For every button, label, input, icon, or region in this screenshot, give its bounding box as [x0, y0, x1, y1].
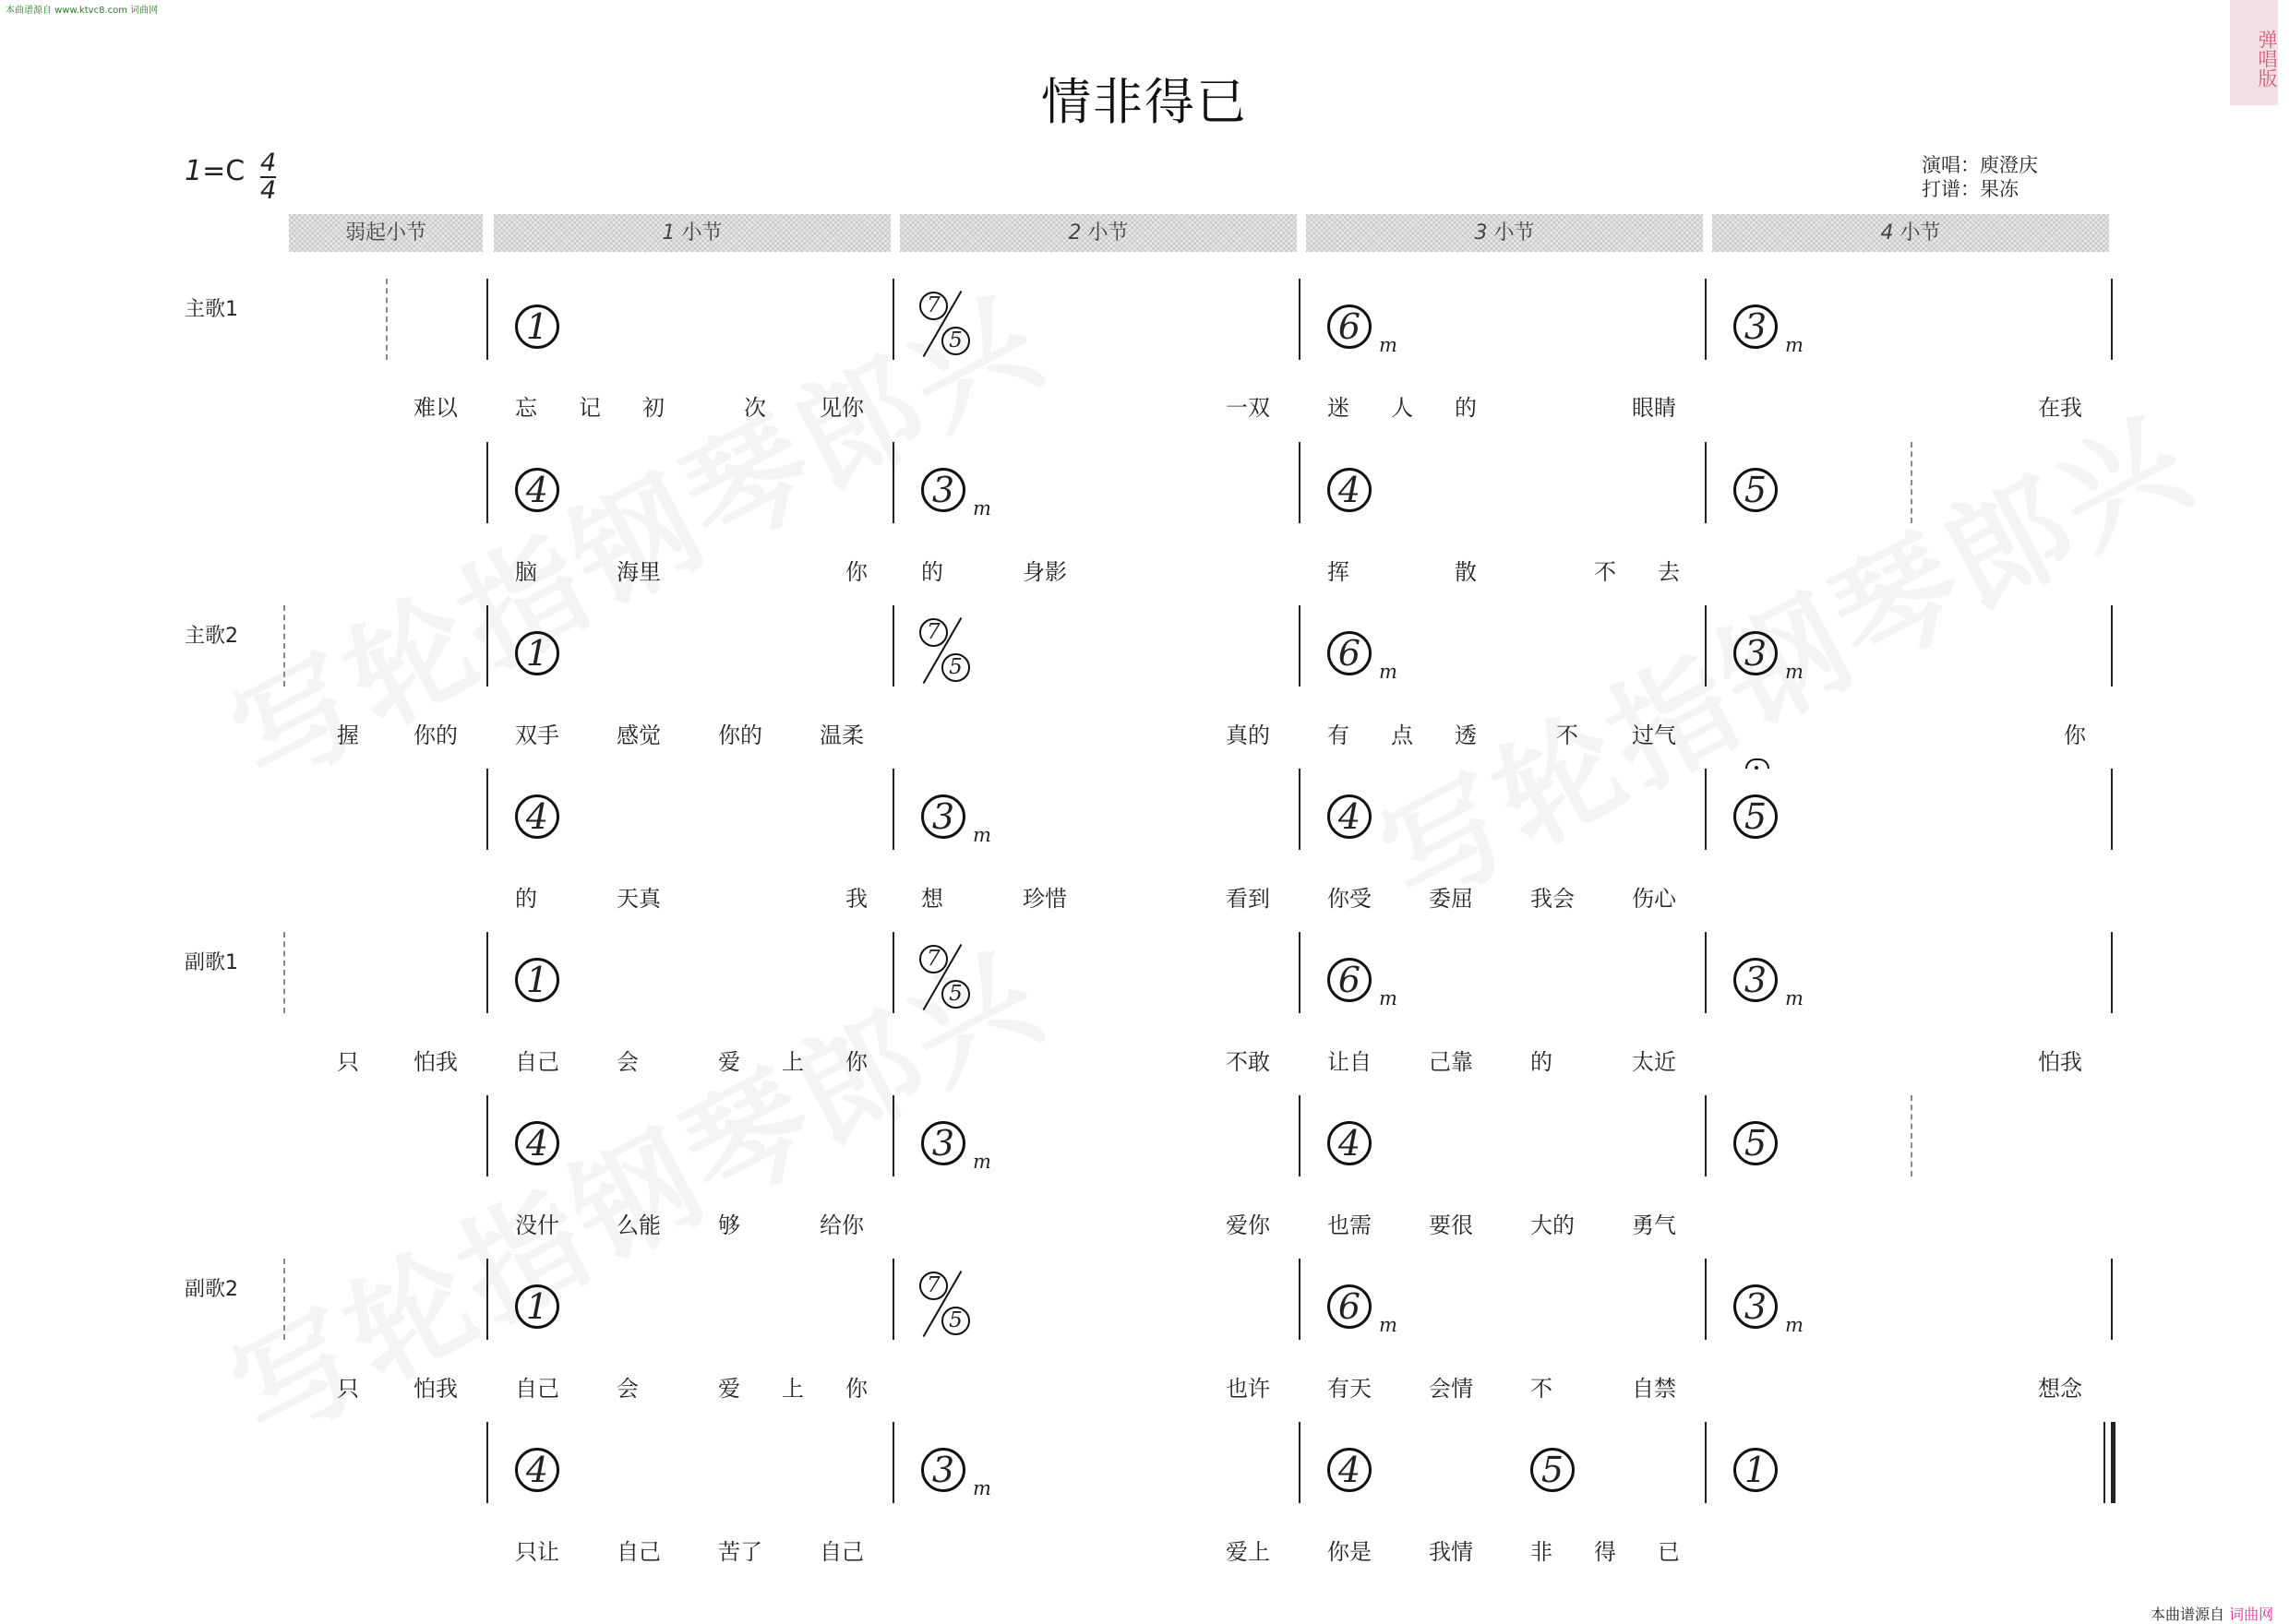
final-barline-thick	[2111, 1422, 2115, 1503]
minor-mark: m	[1785, 334, 1804, 356]
lyric: 迷	[1327, 395, 1349, 421]
lyric: 我会	[1530, 886, 1575, 912]
lyric: 天真	[617, 886, 661, 912]
lyric: 不敢	[1226, 1049, 1270, 1075]
header-num: 1	[662, 221, 676, 245]
barline	[1705, 932, 1707, 1013]
lyric: 看到	[1226, 886, 1270, 912]
lyric: 你	[2064, 722, 2086, 748]
chord-root: 1	[515, 1284, 559, 1329]
chord-root: 5	[1733, 468, 1778, 512]
minor-mark: m	[973, 1151, 991, 1173]
chord-root: 3	[1733, 304, 1778, 349]
chord-root: 1	[515, 631, 559, 675]
header-num: 3	[1474, 221, 1488, 245]
section-label: 副歌1	[185, 951, 238, 974]
barline	[893, 1422, 894, 1503]
barline	[1299, 932, 1300, 1013]
minor-mark: m	[1785, 661, 1804, 683]
lyric: 海里	[617, 559, 661, 585]
barline	[1299, 769, 1300, 850]
lyric: 双手	[515, 722, 559, 748]
minor-mark: m	[973, 497, 991, 519]
header-num: 2	[1068, 221, 1082, 245]
barline	[1299, 1095, 1300, 1176]
minor-mark: m	[973, 1477, 991, 1499]
barline	[1705, 769, 1707, 850]
lyric: 你	[845, 1376, 868, 1402]
lyric: 要很	[1429, 1212, 1473, 1238]
lyric: 我情	[1429, 1539, 1473, 1565]
lyric: 过气	[1632, 722, 1676, 748]
barline	[1299, 279, 1300, 360]
header-label: 小节	[1081, 221, 1129, 245]
minor-mark: m	[1379, 334, 1397, 356]
barline	[2111, 1259, 2113, 1340]
chord-root: 4	[1327, 1121, 1372, 1165]
barline	[2111, 605, 2113, 687]
chord-root: 6	[1327, 958, 1372, 1002]
lyric: 上	[782, 1049, 804, 1075]
header-measure-2	[900, 214, 1297, 252]
barline	[486, 1259, 488, 1340]
time-top: 4	[260, 149, 277, 177]
lyric: 不	[1530, 1376, 1552, 1402]
lyric: 身影	[1023, 559, 1067, 585]
lyric: 你是	[1327, 1539, 1372, 1565]
chord-upper: 7	[919, 1272, 948, 1300]
lyric: 见你	[820, 395, 864, 421]
lyric: 够	[718, 1212, 740, 1238]
chord-root: 6	[1327, 304, 1372, 349]
minor-mark: m	[1379, 661, 1397, 683]
barline	[893, 769, 894, 850]
lyric: 有天	[1327, 1376, 1372, 1402]
lyric: 难以	[413, 395, 458, 421]
lyric: 己靠	[1429, 1049, 1473, 1075]
lyric: 得	[1594, 1539, 1616, 1565]
lyric: 爱	[718, 1049, 740, 1075]
pickup-dashed-barline	[1911, 1095, 1912, 1176]
lyric: 已	[1658, 1539, 1680, 1565]
lyric: 的	[1455, 395, 1477, 421]
chord-root: 3	[1733, 1284, 1778, 1329]
lyric: 只	[337, 1376, 359, 1402]
lyric: 透	[1455, 722, 1477, 748]
lyric: 给你	[820, 1212, 864, 1238]
minor-mark: m	[973, 824, 991, 846]
lyric: 你	[845, 559, 868, 585]
barline	[486, 1422, 488, 1503]
footer-text: 本曲谱源自	[2151, 1606, 2225, 1623]
barline	[2111, 769, 2113, 850]
minor-mark: m	[1785, 1314, 1804, 1336]
chord-root: 3	[921, 468, 965, 512]
lyric: 上	[782, 1376, 804, 1402]
chord-root: 4	[515, 1121, 559, 1165]
chord-bass: 5	[941, 327, 970, 355]
barline	[1705, 1422, 1707, 1503]
header-measure-3	[1306, 214, 1703, 252]
chord-root: 4	[1327, 794, 1372, 839]
barline	[893, 442, 894, 523]
barline	[1705, 1095, 1707, 1176]
lyric: 的	[921, 559, 943, 585]
final-barline-thin	[2103, 1422, 2105, 1503]
chord-root: 4	[1327, 468, 1372, 512]
lyric: 自己	[617, 1539, 661, 1565]
barline	[1705, 605, 1707, 687]
lyric: 非	[1530, 1539, 1552, 1565]
page-title: 情非得已	[1041, 73, 1248, 131]
chord-root: 4	[1327, 1448, 1372, 1492]
lyric: 自己	[515, 1376, 559, 1402]
lyric: 次	[744, 395, 766, 421]
chord-root: 4	[515, 1448, 559, 1492]
lyric: 只让	[515, 1539, 559, 1565]
lyric: 不	[1556, 722, 1578, 748]
transcriber-credit: 打谱：果冻	[1922, 178, 2019, 200]
lyric: 让自	[1327, 1049, 1372, 1075]
lyric: 自己	[515, 1049, 559, 1075]
lyric: 也许	[1226, 1376, 1270, 1402]
barline	[2111, 279, 2113, 360]
lyric: 不	[1594, 559, 1616, 585]
barline	[893, 1095, 894, 1176]
section-label: 副歌2	[185, 1278, 238, 1301]
barline	[1299, 1422, 1300, 1503]
lyric: 想念	[2038, 1376, 2082, 1402]
lyric: 爱上	[1226, 1539, 1270, 1565]
lyric: 只	[337, 1049, 359, 1075]
chord-upper: 7	[919, 618, 948, 647]
watermark	[1348, 365, 2217, 938]
header-pickup	[289, 214, 483, 252]
chord-root: 3	[921, 1121, 965, 1165]
key-tonic: 1	[185, 155, 203, 187]
lyric: 爱	[718, 1376, 740, 1402]
lyric: 初	[642, 395, 665, 421]
lyric: 么能	[617, 1212, 661, 1238]
pickup-dashed-barline	[386, 279, 388, 360]
source-note: 本曲谱源自 www.ktvc8.com 词曲网	[6, 6, 159, 16]
barline	[893, 279, 894, 360]
barline	[486, 932, 488, 1013]
lyric: 会情	[1429, 1376, 1473, 1402]
lyric: 你的	[718, 722, 762, 748]
lyric: 挥	[1327, 559, 1349, 585]
header-label: 弱起小节	[344, 221, 426, 245]
minor-mark: m	[1379, 987, 1397, 1009]
lyric: 勇气	[1632, 1212, 1676, 1238]
lyric: 脑	[515, 559, 537, 585]
lyric: 你	[845, 1049, 868, 1075]
lyric: 珍惜	[1023, 886, 1067, 912]
lyric: 握	[337, 722, 359, 748]
chord-root: 1	[515, 958, 559, 1002]
chord-root: 4	[515, 468, 559, 512]
header-label: 小节	[1893, 221, 1941, 245]
lyric: 会	[617, 1376, 639, 1402]
time-signature	[260, 151, 276, 203]
key-signature	[185, 155, 245, 187]
barline	[486, 1095, 488, 1176]
fermata-icon	[1745, 758, 1769, 769]
lyric: 委屈	[1429, 886, 1473, 912]
section-label: 主歌1	[185, 298, 238, 321]
lyric: 伤心	[1632, 886, 1676, 912]
barline	[1705, 279, 1707, 360]
lyric: 眼睛	[1632, 395, 1676, 421]
chord-root: 6	[1327, 631, 1372, 675]
pickup-dashed-barline	[283, 605, 285, 687]
lyric: 人	[1391, 395, 1413, 421]
lyric: 一双	[1226, 395, 1270, 421]
lyric: 我	[845, 886, 868, 912]
chord-root: 3	[1733, 958, 1778, 1002]
lyric: 苦了	[718, 1539, 762, 1565]
lyric: 去	[1658, 559, 1680, 585]
lyric: 温柔	[820, 722, 864, 748]
lyric: 自己	[820, 1539, 864, 1565]
chord-root: 5	[1530, 1448, 1575, 1492]
lyric: 点	[1391, 722, 1413, 748]
singer-credit: 演唱：庾澄庆	[1922, 154, 2038, 176]
chord-root: 3	[921, 794, 965, 839]
barline	[486, 769, 488, 850]
chord-upper: 7	[919, 945, 948, 973]
lyric: 的	[1530, 1049, 1552, 1075]
lyric: 爱你	[1226, 1212, 1270, 1238]
chord-root: 1	[1733, 1448, 1778, 1492]
lyric: 你的	[413, 722, 458, 748]
chord-root: 1	[515, 304, 559, 349]
chord-root: 3	[1733, 631, 1778, 675]
barline	[893, 932, 894, 1013]
lyric: 真的	[1226, 722, 1270, 748]
key-eq: =C	[202, 155, 246, 187]
lyric: 在我	[2038, 395, 2082, 421]
barline	[2111, 932, 2113, 1013]
version-tag: 弹唱版	[2230, 0, 2278, 105]
footer-source	[2151, 1603, 2273, 1624]
time-bottom: 4	[260, 176, 277, 205]
pickup-dashed-barline	[1911, 442, 1912, 523]
header-measure-1	[494, 214, 891, 252]
minor-mark: m	[1785, 987, 1804, 1009]
pickup-dashed-barline	[283, 932, 285, 1013]
chord-root: 3	[921, 1448, 965, 1492]
header-measure-4	[1712, 214, 2109, 252]
barline	[1299, 442, 1300, 523]
header-label: 小节	[1487, 221, 1535, 245]
lyric: 的	[515, 886, 537, 912]
chord-bass: 5	[941, 1307, 970, 1335]
chord-bass: 5	[941, 980, 970, 1009]
barline	[1299, 605, 1300, 687]
chord-upper: 7	[919, 292, 948, 320]
barline	[1705, 1259, 1707, 1340]
barline	[893, 605, 894, 687]
minor-mark: m	[1379, 1314, 1397, 1336]
footer-site: 词曲网	[2229, 1606, 2274, 1623]
lyric: 怕我	[413, 1049, 458, 1075]
chord-root: 6	[1327, 1284, 1372, 1329]
lyric: 怕我	[413, 1376, 458, 1402]
barline	[486, 442, 488, 523]
lyric: 也需	[1327, 1212, 1372, 1238]
header-num: 4	[1880, 221, 1894, 245]
lyric: 感觉	[617, 722, 661, 748]
lyric: 想	[921, 886, 943, 912]
barline	[486, 605, 488, 687]
lyric: 自禁	[1632, 1376, 1676, 1402]
barline	[893, 1259, 894, 1340]
lyric: 忘	[515, 395, 537, 421]
barline	[1299, 1259, 1300, 1340]
barline	[486, 279, 488, 360]
lyric: 太近	[1632, 1049, 1676, 1075]
barline	[1705, 442, 1707, 523]
chord-bass: 5	[941, 653, 970, 682]
lyric: 记	[579, 395, 601, 421]
lyric: 有	[1327, 722, 1349, 748]
lyric: 会	[617, 1049, 639, 1075]
chord-root: 5	[1733, 794, 1778, 839]
chord-root: 5	[1733, 1121, 1778, 1165]
lyric: 你受	[1327, 886, 1372, 912]
section-label: 主歌2	[185, 625, 238, 648]
chord-root: 4	[515, 794, 559, 839]
lyric: 没什	[515, 1212, 559, 1238]
pickup-dashed-barline	[283, 1259, 285, 1340]
header-label: 小节	[675, 221, 723, 245]
lyric: 散	[1455, 559, 1477, 585]
lyric: 大的	[1530, 1212, 1575, 1238]
lyric: 怕我	[2038, 1049, 2082, 1075]
